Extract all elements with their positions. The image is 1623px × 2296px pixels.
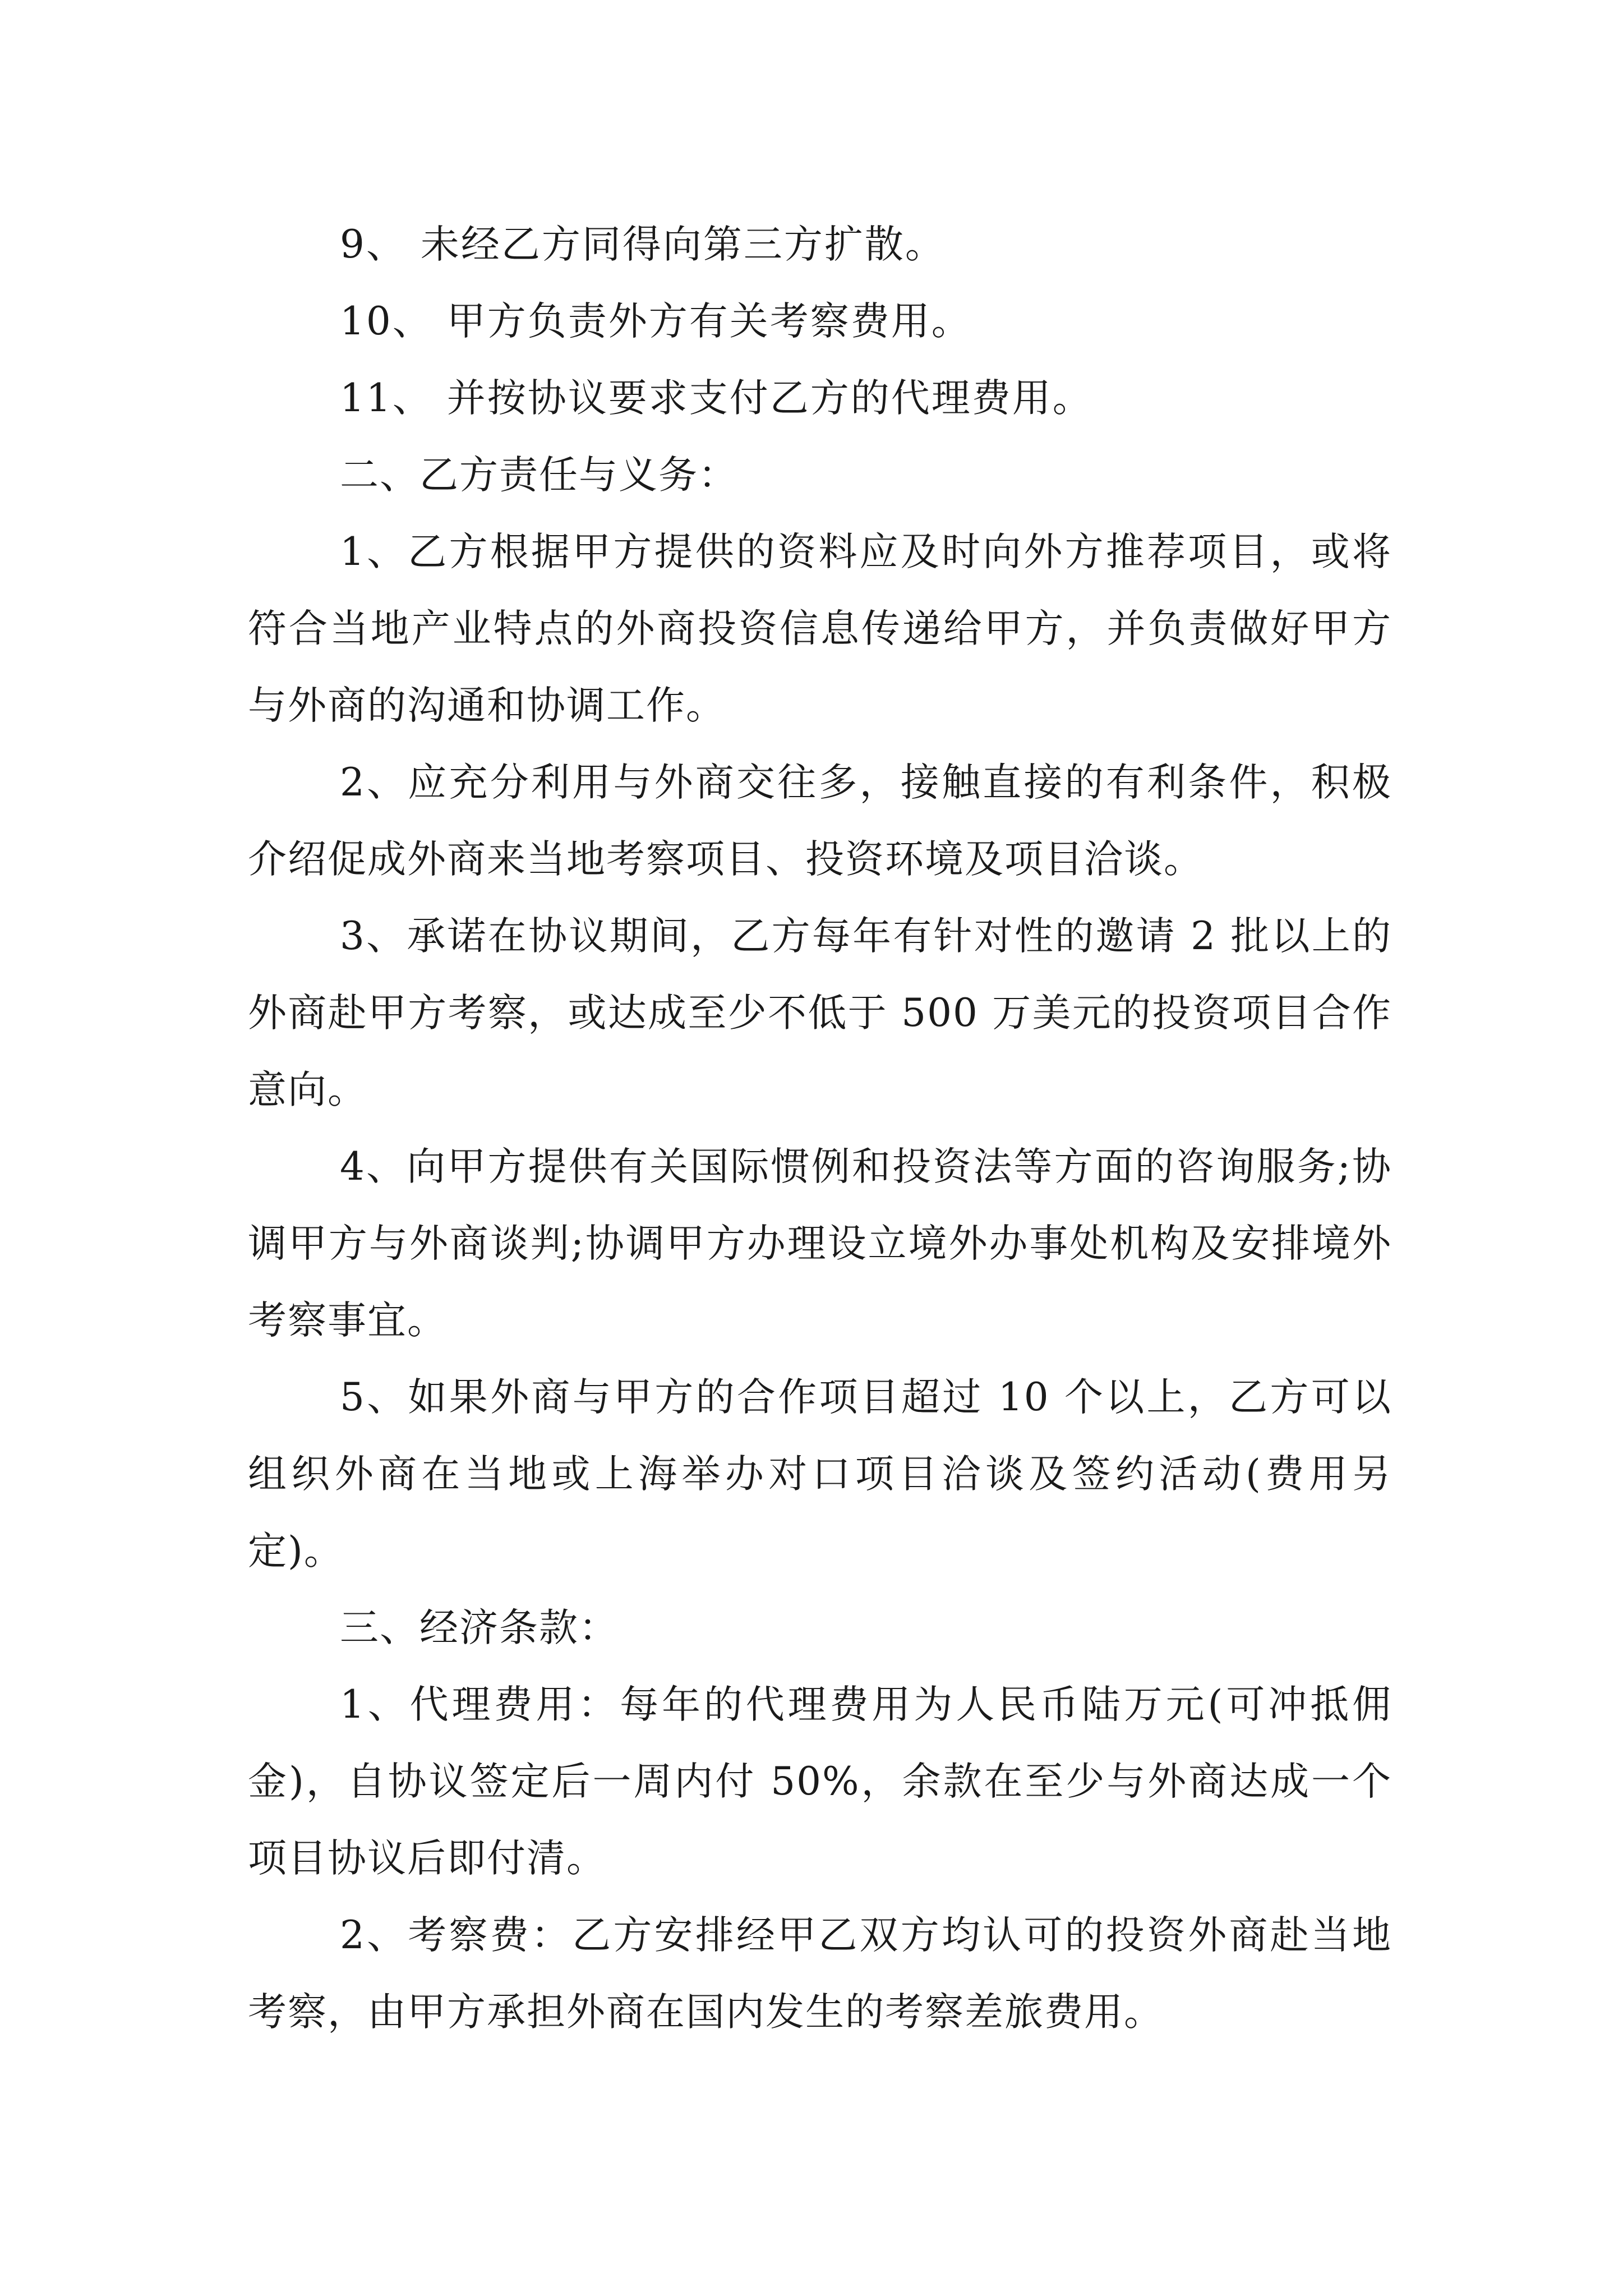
party-b-clause-1: 1、乙方根据甲方提供的资料应及时向外方推荐项目，或将符合当地产业特点的外商投资信息传递给甲方，并负责做好甲方与外商的沟通和协调工作。 — [248, 530, 1392, 728]
party-b-clause-3: 3、承诺在协议期间，乙方每年有针对性的邀请 2 批以上的外商赴甲方考察，或达成至少不低于 500 万美元的投资项目合作意向。 — [248, 914, 1392, 1112]
document-body — [248, 206, 1392, 2051]
clause-10: 10、 甲方负责外方有关考察费用。 — [340, 299, 972, 344]
clause-11: 11、 并按协议要求支付乙方的代理费用。 — [340, 376, 1093, 421]
party-b-clause-5: 5、如果外商与甲方的合作项目超过 10 个以上，乙方可以组织外商在当地或上海举办对口项目洽谈及签约活动(费用另定)。 — [248, 1375, 1392, 1573]
economic-clause-1: 1、代理费用：每年的代理费用为人民币陆万元(可冲抵佣金)，自协议签定后一周内付 50%，余款在至少与外商达成一个项目协议后即付清。 — [248, 1682, 1392, 1881]
economic-clause-2: 2、考察费：乙方安排经甲乙双方均认可的投资外商赴当地考察，由甲方承担外商在国内发生的考察差旅费用。 — [248, 1913, 1392, 2035]
clause-9: 9、 未经乙方同得向第三方扩散。 — [340, 222, 946, 267]
section-heading-economic-terms: 三、经济条款： — [340, 1605, 619, 1650]
party-b-clause-4: 4、向甲方提供有关国际惯例和投资法等方面的咨询服务;协调甲方与外商谈判;协调甲方办理设立境外办事处机构及安排境外考察事宜。 — [248, 1144, 1392, 1343]
section-heading-party-b: 二、乙方责任与义务： — [340, 453, 738, 498]
party-b-clause-2: 2、应充分利用与外商交往多，接触直接的有利条件，积极介绍促成外商来当地考察项目、投资环境及项目洽谈。 — [248, 760, 1392, 882]
